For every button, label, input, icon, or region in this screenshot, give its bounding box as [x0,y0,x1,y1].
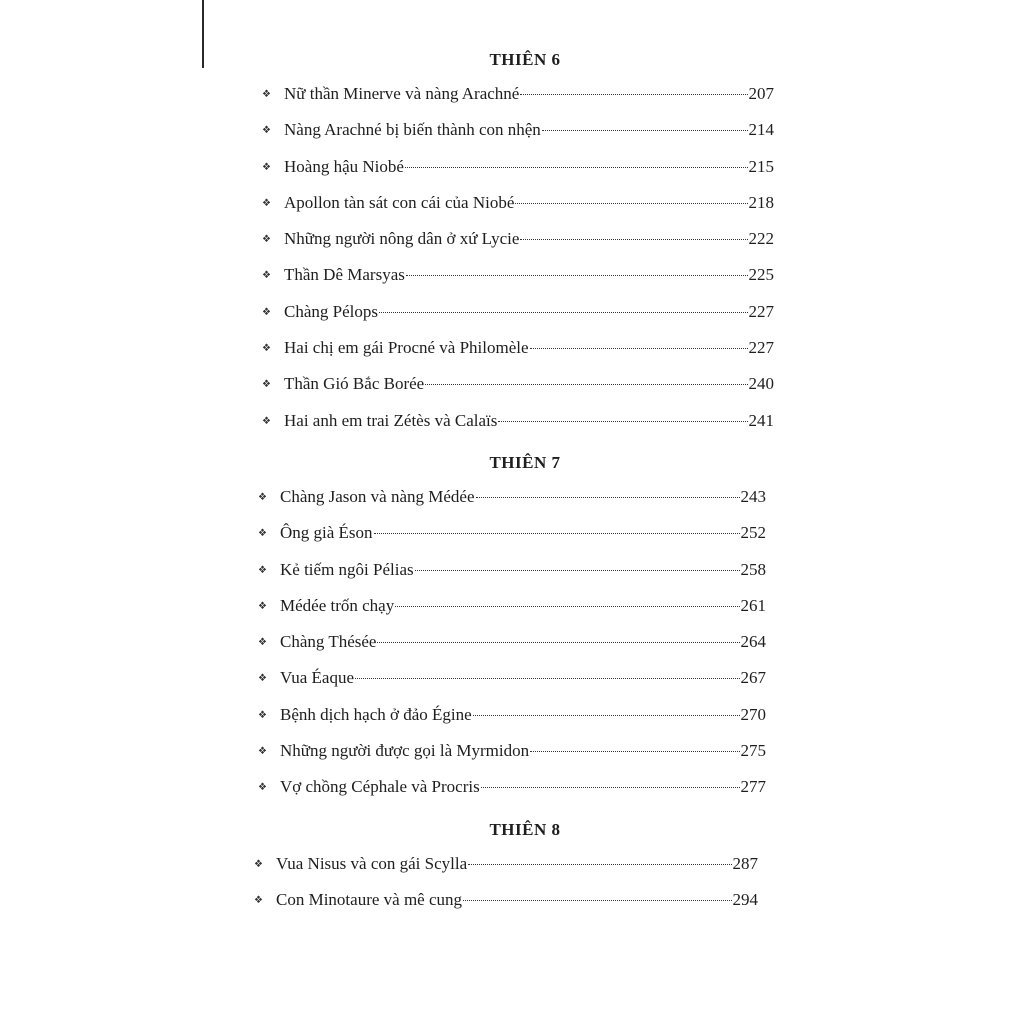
entry-title: Hai chị em gái Procné và Philomèle [284,338,529,358]
toc-entry [258,769,766,805]
entry-title: Bệnh dịch hạch ở đảo Égine [280,704,472,724]
entry-title: Những người được gọi là Myrmidon [280,741,530,761]
entry-page-number: 227 [748,301,774,321]
section-title: THIÊN 7 [489,452,561,472]
diamond-bullet-icon: ❖ [258,491,267,503]
section-thien-8 [254,818,774,919]
dot-leader [473,715,740,716]
entry-page-number: 215 [748,156,774,176]
diamond-bullet-icon: ❖ [258,637,267,649]
entry-page-number: 275 [740,741,766,761]
dot-leader [374,533,740,534]
dot-leader [425,384,747,385]
toc-entry [258,660,766,696]
entry-title: Chàng Pélops [284,301,378,321]
entry-title: Vợ chồng Céphale và Procris [280,777,480,797]
diamond-bullet-icon: ❖ [262,306,271,318]
entry-page-number: 222 [748,229,774,249]
section-thien-6 [262,48,774,439]
entry-page-number: 207 [748,84,774,103]
diamond-bullet-icon: ❖ [262,161,271,173]
entry-page-number: 267 [740,668,766,688]
toc-entry [262,76,774,112]
dot-leader [476,497,740,498]
entry-title: Những người nông dân ở xứ Lycie [284,229,520,249]
toc-entry [258,624,766,660]
toc-entry [254,846,758,882]
toc-entry [258,733,766,769]
section-thien-7 [258,451,774,806]
diamond-bullet-icon: ❖ [262,270,271,282]
toc-entry [258,479,766,515]
entry-title: Kẻ tiếm ngôi Pélias [280,559,414,579]
diamond-bullet-icon: ❖ [258,528,267,540]
toc-entry [254,882,758,918]
diamond-bullet-icon: ❖ [262,197,271,209]
diamond-bullet-icon: ❖ [262,234,271,246]
table-of-contents [254,48,774,918]
diamond-bullet-icon: ❖ [258,600,267,612]
diamond-bullet-icon: ❖ [258,782,267,794]
toc-entry [262,330,774,366]
entry-title: Thần Gió Bắc Borée [284,374,425,394]
toc-entry [262,366,774,402]
entry-title: Médée trốn chạy [280,595,395,615]
dot-leader [542,130,748,131]
entry-page-number: 227 [748,338,774,358]
entry-title: Ông già Éson [280,523,373,543]
dot-leader [406,275,748,276]
diamond-bullet-icon: ❖ [262,379,271,391]
toc-entry [258,552,766,588]
toc-entry [262,294,774,330]
diamond-bullet-icon: ❖ [262,89,271,100]
entry-title: Con Minotaure và mê cung [276,889,463,909]
diamond-bullet-icon: ❖ [258,564,267,576]
diamond-bullet-icon: ❖ [262,343,271,355]
entry-page-number: 270 [740,704,766,724]
entry-title: Nàng Arachné bị biến thành con nhện [284,120,541,140]
dot-leader [395,606,739,607]
entry-title: Nữ thần Minerve và nàng Arachné [284,84,520,103]
toc-entry [262,257,774,293]
entry-page-number: 277 [740,777,766,797]
diamond-bullet-icon: ❖ [258,709,267,721]
entry-page-number: 264 [740,632,766,652]
diamond-bullet-icon: ❖ [258,673,267,685]
dot-leader [379,312,748,313]
toc-entry [262,149,774,185]
toc-entry [258,515,766,551]
dot-leader [355,678,739,679]
entry-title: Chàng Thésée [280,632,377,652]
entry-page-number: 287 [732,853,758,873]
entry-page-number: 243 [740,486,766,506]
entry-page-number: 261 [740,595,766,615]
entry-title: Chàng Jason và nàng Médée [280,486,475,506]
entry-title: Vua Nisus và con gái Scylla [276,853,468,873]
dot-leader [468,864,731,865]
dot-leader [463,900,731,901]
section-title: THIÊN 8 [489,819,561,839]
diamond-bullet-icon: ❖ [262,415,271,427]
section-title: THIÊN 6 [489,50,561,69]
dot-leader [377,642,739,643]
toc-entry [262,221,774,257]
dot-leader [481,787,740,788]
toc-entry [262,185,774,221]
toc-entry [258,697,766,733]
dot-leader [515,203,747,204]
entry-title: Hai anh em trai Zétès và Calaïs [284,410,498,430]
toc-entry [262,112,774,148]
entry-page-number: 225 [748,265,774,285]
diamond-bullet-icon: ❖ [262,125,271,137]
dot-leader [530,348,748,349]
entry-page-number: 240 [748,374,774,394]
diamond-bullet-icon: ❖ [258,746,267,758]
dot-leader [520,94,747,95]
dot-leader [498,421,747,422]
entry-page-number: 294 [732,889,758,909]
entry-page-number: 258 [740,559,766,579]
entry-page-number: 252 [740,523,766,543]
entry-page-number: 218 [748,192,774,212]
entry-title: Hoàng hậu Niobé [284,156,404,176]
toc-entry [262,403,774,439]
dot-leader [405,167,748,168]
toc-entry [258,588,766,624]
entry-title: Apollon tàn sát con cái của Niobé [284,192,515,212]
entry-title: Vua Éaque [280,668,355,688]
entry-page-number: 241 [748,410,774,430]
dot-leader [520,239,747,240]
entry-page-number: 214 [748,120,774,140]
dot-leader [530,751,739,752]
entry-title: Thần Dê Marsyas [284,265,405,285]
diamond-bullet-icon: ❖ [254,894,263,906]
page-margin-line [202,0,204,68]
diamond-bullet-icon: ❖ [254,858,263,870]
dot-leader [415,570,740,571]
